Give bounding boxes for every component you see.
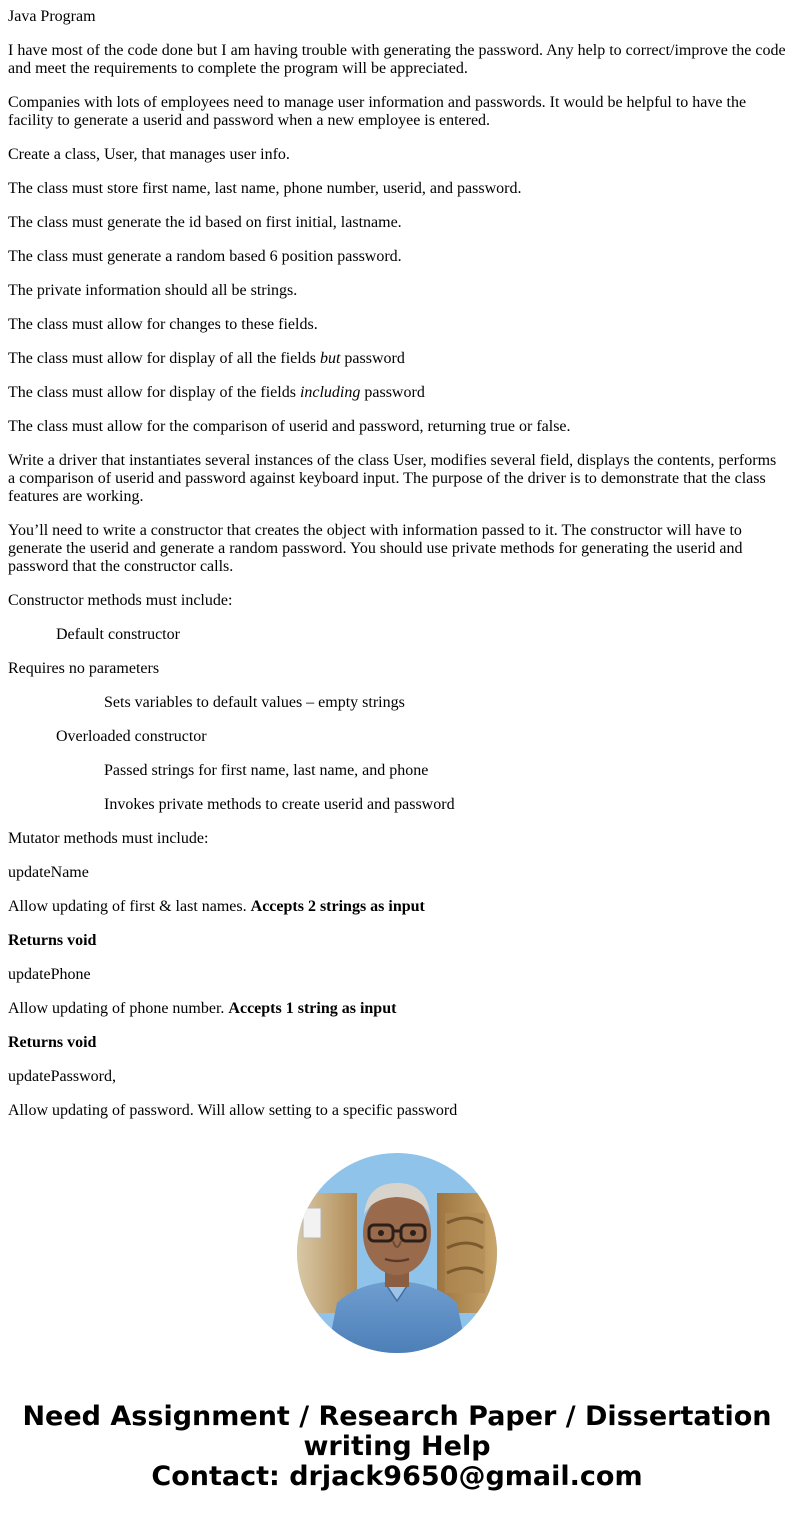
req-generate-password: The class must generate a random based 6 position password. [8, 248, 402, 265]
req-compare: The class must allow for the comparison of userid and password, returning true or false. [8, 418, 571, 435]
overloaded-constructor: Overloaded constructor [56, 728, 207, 745]
constructor-paragraph: You’ll need to write a constructor that creates the object with information passed to it. The constructor will have to generate the userid and generate a random password. You should use private methods for generating the userid and password that the constructor calls. [8, 522, 743, 575]
sets-default-values: Sets variables to default values – empty strings [104, 694, 405, 711]
intro-paragraph: I have most of the code done but I am having trouble with generating the password. Any help to correct/improve the code and meet the requirements to complete the program will be appreciated. [8, 42, 786, 77]
mutator-heading: Mutator methods must include: [8, 830, 209, 847]
returns-void-2 [8, 1034, 786, 1052]
promo-line-1: Need Assignment / Research Paper / Dissertation [22, 1401, 772, 1432]
promo-contact: Contact: drjack9650@gmail.com [151, 1461, 643, 1492]
update-name-text: Allow updating of first & last names. [8, 898, 251, 915]
req-display-but-text: The class must allow for display of all the fields [8, 350, 320, 367]
req-display-including-emphasis: including [299, 384, 361, 401]
update-phone-bold: Accepts 1 string as input [228, 1000, 397, 1017]
update-phone-text: Allow updating of phone number. [8, 1000, 229, 1017]
update-password-method: updatePassword, [8, 1068, 116, 1085]
req-private-strings: The private information should all be strings. [8, 282, 298, 299]
req-display-including-text: The class must allow for display of the fields [8, 384, 300, 401]
returns-void-1 [8, 932, 786, 950]
promo-line-2: writing Help [303, 1431, 491, 1462]
invokes-private-methods: Invokes private methods to create userid and password [104, 796, 455, 813]
update-name-method: updateName [8, 864, 89, 881]
req-display-but-tail: password [340, 350, 405, 367]
context-paragraph: Companies with lots of employees need to manage user information and passwords. It would be helpful to have the facility to generate a userid and password when a new employee is entered. [8, 94, 747, 129]
req-allow-changes: The class must allow for changes to these fields. [8, 316, 318, 333]
driver-paragraph: Write a driver that instantiates several instances of the class User, modifies several field, displays the contents, performs a comparison of userid and password against keyboard input. The purpose of the driver is to demonstrate that the class features are working. [8, 452, 777, 505]
author-avatar [297, 1153, 497, 1353]
req-display-including-tail: password [360, 384, 425, 401]
update-password-description: Allow updating of password. Will allow setting to a specific password [8, 1102, 458, 1119]
req-display-including-password [8, 384, 786, 402]
default-constructor: Default constructor [56, 626, 180, 643]
req-generate-id: The class must generate the id based on first initial, lastname. [8, 214, 402, 231]
req-display-but-password [8, 350, 786, 368]
req-create-class: Create a class, User, that manages user info. [8, 146, 290, 163]
update-name-description [8, 898, 786, 916]
req-display-but-emphasis: but [319, 350, 341, 367]
requires-no-parameters: Requires no parameters [8, 660, 160, 677]
update-phone-method: updatePhone [8, 966, 91, 983]
update-name-bold: Accepts 2 strings as input [250, 898, 425, 915]
update-phone-description [8, 1000, 786, 1018]
page-title: Java Program [8, 8, 96, 25]
returns-void-1-bold: Returns void [8, 932, 97, 949]
constructor-heading: Constructor methods must include: [8, 592, 233, 609]
req-store-fields: The class must store first name, last name, phone number, userid, and password. [8, 180, 522, 197]
avatar-portrait-icon [297, 1153, 497, 1353]
returns-void-2-bold: Returns void [8, 1034, 97, 1051]
passed-strings: Passed strings for first name, last name, and phone [104, 762, 429, 779]
promo-footer [0, 1402, 794, 1492]
